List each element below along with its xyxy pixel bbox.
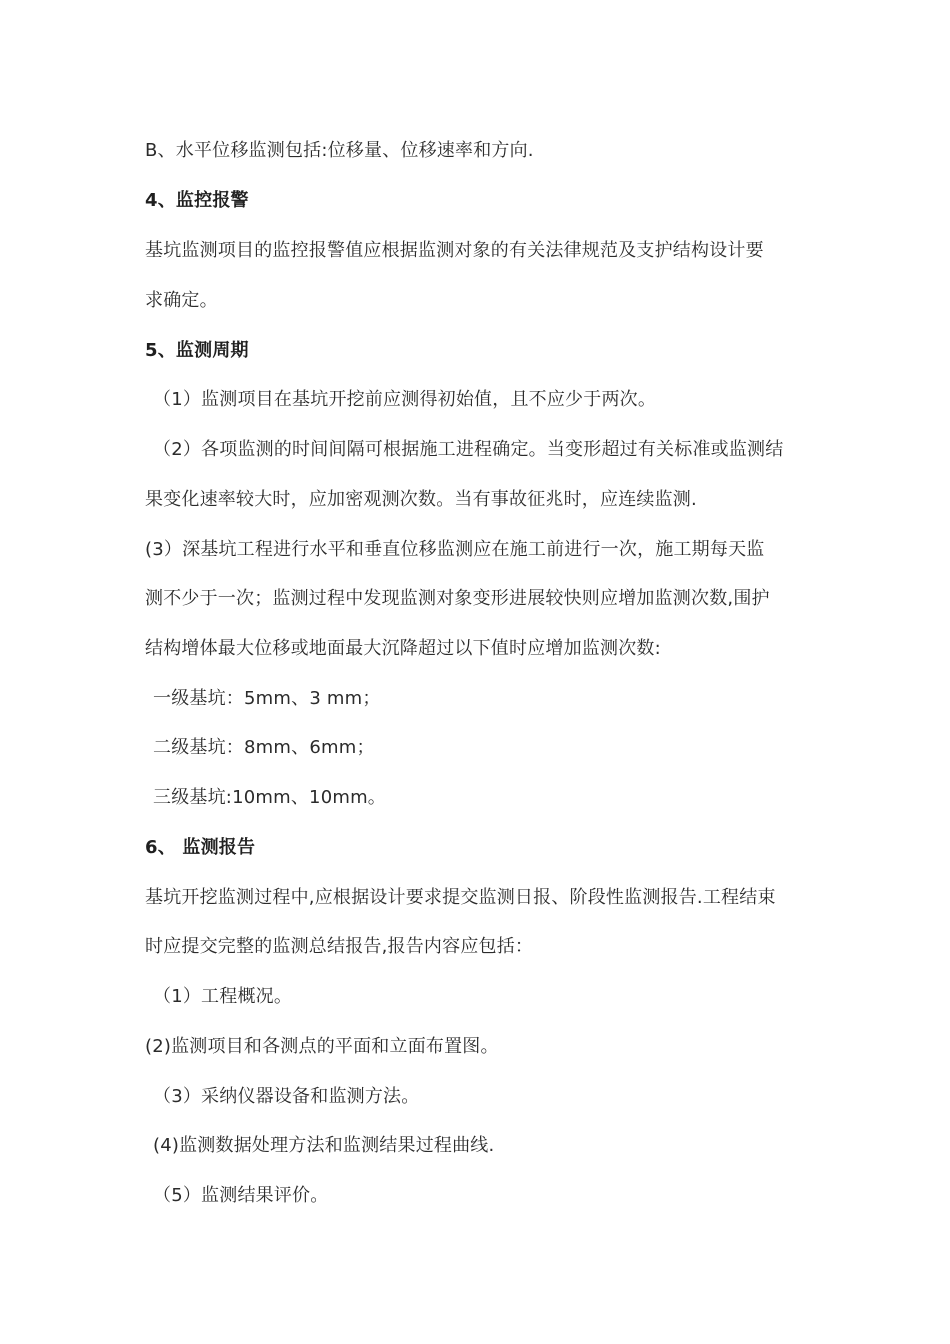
heading-monitoring-period: 5、监测周期: [145, 340, 249, 361]
list-item-report-4: (4)监测数据处理方法和监测结果过程曲线.: [153, 1135, 495, 1156]
threshold-level-1: 一级基坑：5mm、3 mm；: [153, 688, 381, 709]
list-item-report-1: （1）工程概况。: [153, 986, 293, 1007]
list-item-period-2-line-2: 果变化速率较大时，应加密观测次数。当有事故征兆时，应连续监测.: [145, 489, 697, 510]
threshold-level-2: 二级基坑：8mm、6mm；: [153, 737, 375, 758]
list-item-period-3-line-3: 结构增体最大位移或地面最大沉降超过以下值时应增加监测次数:: [145, 638, 661, 659]
threshold-level-3: 三级基坑:10mm、10mm。: [153, 787, 387, 808]
list-item-period-1: （1）监测项目在基坑开挖前应测得初始值，且不应少于两次。: [153, 389, 657, 410]
list-item-report-3: （3）采纳仪器设备和监测方法。: [153, 1086, 420, 1107]
paragraph-report-line-1: 基坑开挖监测过程中,应根据设计要求提交监测日报、阶段性监测报告.工程结束: [145, 887, 776, 908]
paragraph-alarm-line-1: 基坑监测项目的监控报警值应根据监测对象的有关法律规范及支护结构设计要: [145, 240, 764, 261]
list-item-period-3-line-2: 测不少于一次；监测过程中发现监测对象变形进展较快则应增加监测次数,围护: [145, 588, 770, 609]
heading-monitoring-report: 6、 监测报告: [145, 837, 256, 858]
list-item-period-2-line-1: （2）各项监测的时间间隔可根据施工进程确定。当变形超过有关标准或监测结: [153, 439, 784, 460]
paragraph-alarm-line-2: 求确定。: [145, 290, 218, 311]
list-item-report-2: (2)监测项目和各测点的平面和立面布置图。: [145, 1036, 499, 1057]
list-item-report-5: （5）监测结果评价。: [153, 1185, 329, 1206]
heading-monitoring-alarm: 4、监控报警: [145, 190, 249, 211]
paragraph-horizontal-displacement: B、水平位移监测包括:位移量、位移速率和方向.: [145, 140, 534, 161]
paragraph-report-line-2: 时应提交完整的监测总结报告,报告内容应包括：: [145, 936, 534, 957]
list-item-period-3-line-1: (3）深基坑工程进行水平和垂直位移监测应在施工前进行一次，施工期每天监: [145, 539, 765, 560]
